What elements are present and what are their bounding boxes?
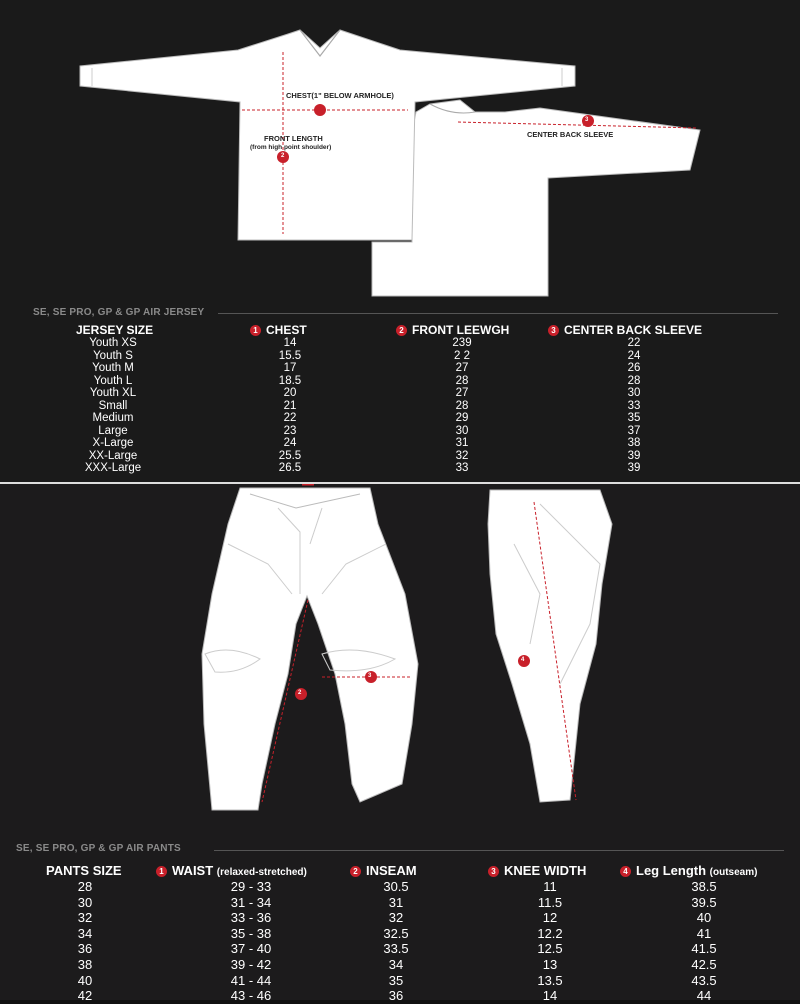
waist-header: [156, 863, 307, 878]
table-cell: 22: [283, 412, 297, 424]
waist-header-note: (relaxed-stretched): [216, 867, 307, 878]
chest-column: [252, 337, 328, 475]
table-cell: 11.5: [537, 894, 563, 910]
table-cell: 41: [696, 925, 712, 941]
table-cell: 13: [542, 956, 558, 972]
table-cell: 33 - 36: [230, 910, 272, 926]
table-cell: 31: [455, 437, 469, 449]
table-cell: 39: [627, 462, 641, 474]
center-back-sleeve-number-badge: 3: [548, 325, 559, 336]
table-cell: 35: [388, 972, 404, 988]
table-cell: 29 - 33: [230, 879, 272, 894]
table-cell: 11: [543, 879, 557, 894]
table-cell: 36: [77, 941, 93, 957]
table-cell: 18.5: [278, 374, 302, 387]
waist-header-label: WAIST: [172, 863, 214, 878]
table-cell: 32.5: [383, 925, 409, 941]
leg-length-number-badge: 4: [620, 866, 631, 877]
table-cell: 42.5: [691, 956, 717, 972]
chest-header: [250, 323, 307, 337]
table-cell: 33.5: [383, 941, 409, 957]
table-cell: 33: [627, 399, 641, 412]
table-cell: Large: [98, 424, 128, 437]
table-cell: 32: [77, 910, 93, 926]
table-cell: 32: [388, 910, 404, 926]
jersey-section-title: SE, SE PRO, GP & GP AIR JERSEY: [33, 307, 205, 318]
center-back-sleeve-diagram-label: CENTER BACK SLEEVE: [527, 130, 614, 139]
table-cell: Youth S: [93, 349, 133, 362]
table-cell: 33: [455, 462, 469, 474]
table-cell: 24: [283, 437, 297, 449]
table-cell: 21: [283, 399, 297, 412]
table-cell: 31 - 34: [230, 894, 272, 910]
table-cell: 30: [455, 424, 469, 437]
leg-length-header-note: (outseam): [709, 867, 758, 878]
table-cell: 24: [627, 349, 641, 362]
table-cell: 28: [455, 374, 469, 387]
knee-width-header: [488, 863, 586, 878]
table-cell: 12: [542, 910, 558, 926]
pants-section-rule: [214, 850, 784, 851]
table-cell: 40: [77, 972, 93, 988]
table-cell: 37: [627, 424, 641, 437]
inseam-number-badge: 2: [350, 866, 361, 877]
table-cell: 31: [388, 894, 404, 910]
table-cell: 30: [627, 387, 641, 399]
table-cell: 39 - 42: [230, 956, 272, 972]
table-cell: 40: [696, 910, 712, 926]
table-cell: 38: [627, 437, 641, 449]
table-cell: X-Large: [92, 437, 134, 449]
front-length-header: [396, 323, 509, 337]
table-cell: 30.5: [383, 879, 409, 894]
leg-length-header-label: Leg Length: [636, 863, 707, 878]
pants-size-chart-panel: [0, 484, 800, 1004]
table-cell: 17: [283, 362, 297, 374]
center-back-sleeve-header-label: CENTER BACK SLEEVE: [564, 323, 703, 337]
jersey-diagram: [0, 0, 800, 300]
leg-length-header: [620, 863, 757, 878]
front-length-column: [422, 337, 502, 475]
table-cell: XXX-Large: [84, 462, 142, 474]
pants-diagram: [0, 484, 800, 814]
table-cell: 2 2: [454, 349, 470, 362]
inseam-header-label: INSEAM: [366, 863, 417, 878]
chest-diagram-label: CHEST(1" BELOW ARMHOLE): [286, 91, 394, 100]
table-cell: 34: [77, 925, 93, 941]
front-length-note-label: (from high point shoulder): [250, 144, 332, 151]
table-cell: 44: [696, 988, 712, 1004]
table-cell: 14: [542, 988, 558, 1004]
table-cell: 34: [388, 956, 404, 972]
front-length-number-badge: 2: [396, 325, 407, 336]
table-cell: 29: [455, 412, 469, 424]
knee-width-number-badge: 3: [488, 866, 499, 877]
table-cell: 14: [283, 337, 297, 349]
table-cell: 25.5: [278, 449, 302, 462]
table-cell: 42: [77, 988, 93, 1004]
table-cell: 41 - 44: [230, 972, 272, 988]
table-cell: 28: [627, 374, 641, 387]
table-cell: 30: [77, 894, 93, 910]
table-cell: 37 - 40: [230, 941, 272, 957]
table-cell: 28: [77, 879, 93, 894]
chest-number-badge: 1: [250, 325, 261, 336]
center-back-sleeve-header: [548, 323, 702, 337]
table-cell: 43 - 46: [230, 988, 272, 1004]
table-cell: 38: [77, 956, 93, 972]
table-cell: 41.5: [691, 941, 717, 957]
marker-1-label: 1: [317, 123, 321, 129]
leg-length-column: [664, 879, 744, 1004]
center-back-sleeve-column: [594, 337, 674, 475]
pants-side-outline: [488, 490, 612, 802]
marker-2-label: 2: [298, 690, 302, 696]
pants-size-header: PANTS SIZE: [46, 863, 122, 878]
table-cell: Youth XS: [89, 337, 137, 349]
table-cell: 43.5: [691, 972, 717, 988]
pants-size-column: [50, 879, 120, 1004]
table-cell: 39: [627, 449, 641, 462]
table-cell: 35 - 38: [230, 925, 272, 941]
front-length-diagram-label: FRONT LENGTH: [264, 134, 323, 143]
table-cell: 20: [283, 387, 297, 399]
marker-2-label: 2: [281, 153, 285, 159]
table-cell: 26: [627, 362, 641, 374]
chest-header-label: CHEST: [266, 323, 307, 337]
table-cell: Small: [98, 399, 128, 412]
jersey-size-chart-panel: [0, 0, 800, 482]
table-cell: 27: [455, 362, 469, 374]
table-cell: Youth L: [93, 374, 133, 387]
pants-section-title: SE, SE PRO, GP & GP AIR PANTS: [16, 843, 181, 854]
table-cell: 36: [388, 988, 404, 1004]
table-cell: 26.5: [278, 462, 302, 474]
table-cell: 12.5: [537, 941, 563, 957]
marker-3-label: 3: [368, 673, 372, 679]
knee-width-column: [510, 879, 590, 1004]
table-cell: 35: [627, 412, 641, 424]
front-length-header-label: FRONT LEEWGH: [412, 323, 510, 337]
table-cell: Youth M: [92, 362, 134, 374]
waist-column: [196, 879, 306, 1004]
jersey-section-rule: [218, 313, 778, 314]
table-cell: 23: [283, 424, 297, 437]
table-cell: XX-Large: [88, 449, 138, 462]
table-cell: 13.5: [537, 972, 563, 988]
jersey-size-column: [70, 337, 156, 475]
table-cell: 27: [455, 387, 469, 399]
table-cell: 32: [455, 449, 469, 462]
inseam-column: [356, 879, 436, 1004]
table-cell: 22: [627, 337, 641, 349]
table-cell: 12.2: [537, 925, 563, 941]
table-cell: 239: [452, 337, 472, 349]
marker-4-label: 4: [521, 657, 525, 663]
table-cell: 38.5: [691, 879, 717, 894]
table-cell: Medium: [92, 412, 134, 424]
knee-width-header-label: KNEE WIDTH: [504, 863, 587, 878]
pants-front-outline: [202, 488, 418, 810]
table-cell: 15.5: [278, 349, 302, 362]
inseam-header: [350, 863, 417, 878]
table-cell: Youth XL: [89, 387, 137, 399]
marker-1: [314, 104, 326, 116]
jersey-size-header: JERSEY SIZE: [76, 323, 154, 337]
table-cell: 39.5: [691, 894, 717, 910]
waist-number-badge: 1: [156, 866, 167, 877]
table-cell: 28: [455, 399, 469, 412]
marker-3-label: 3: [585, 117, 589, 123]
